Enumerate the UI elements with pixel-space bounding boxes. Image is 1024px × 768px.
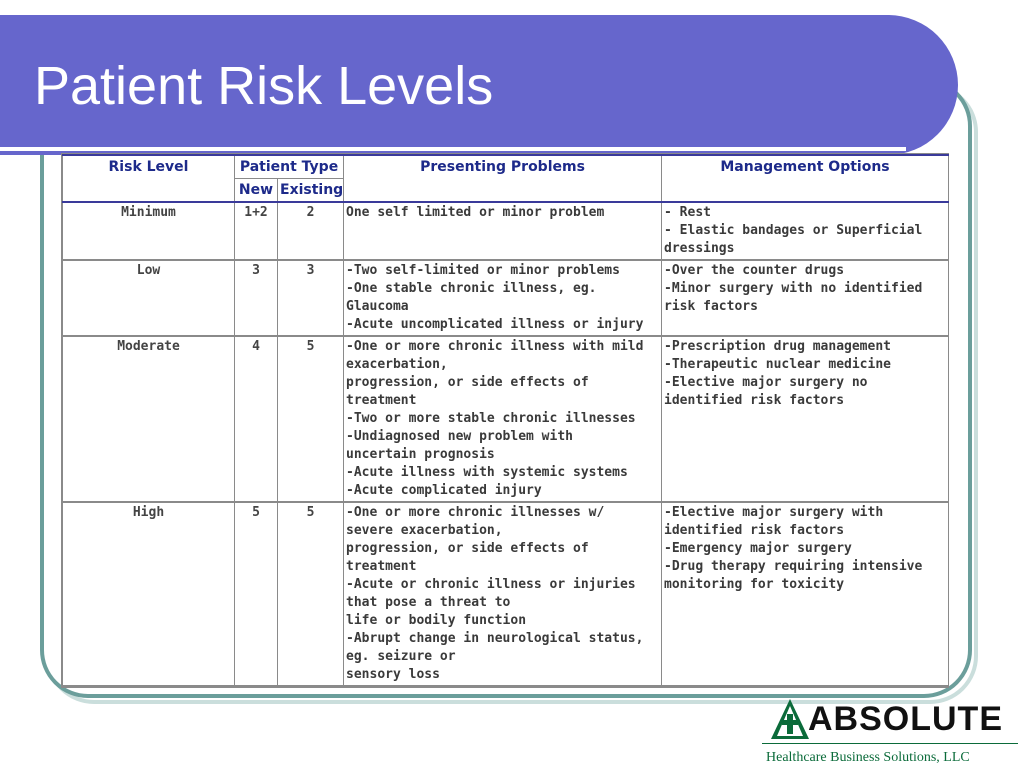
management-line: identified risk factors [664,393,845,408]
problem-line: progression, or side effects of [346,541,589,556]
problem-line: -One stable chronic illness, eg. [346,281,597,296]
problem-line: -Two or more stable chronic illnesses [346,411,636,426]
management-line: -Over the counter drugs [664,263,845,278]
management-line: monitoring for toxicity [664,577,845,592]
problem-line: -One or more chronic illnesses w/ [346,505,605,520]
problem-line: -Acute illness with systemic systems [346,465,628,480]
problem-line: treatment [346,393,417,408]
management-line: -Emergency major surgery [664,541,852,556]
management-line: - Rest [664,205,711,220]
problem-line: -Acute or chronic illness or injuries [346,577,636,592]
logo-tagline: Healthcare Business Solutions, LLC [766,750,970,765]
problem-line: severe exacerbation, [346,523,503,538]
management-line: - Elastic bandages or Superficial [664,223,923,238]
management-line: identified risk factors [664,523,845,538]
presenting-problems-cell [344,336,662,502]
header-risk-level: Risk Level [63,155,235,202]
header-presenting-problems: Presenting Problems [344,155,662,202]
problem-line: Glaucoma [346,299,409,314]
new-patient-cell: 4 [235,336,278,502]
risk-table-body [63,202,949,686]
risk-level-cell: Low [63,260,235,336]
title-underline [0,147,906,151]
problem-line: -Acute complicated injury [346,483,542,498]
existing-patient-cell: 2 [278,202,344,260]
management-line: -Minor surgery with no identified [664,281,923,296]
management-options-cell [662,202,949,260]
management-line: risk factors [664,299,758,314]
company-logo [762,696,1022,766]
problem-line: One self limited or minor problem [346,205,605,220]
existing-patient-cell: 3 [278,260,344,336]
management-options-cell [662,336,949,502]
management-options-cell [662,260,949,336]
problem-line: -Two self-limited or minor problems [346,263,620,278]
risk-table-container [61,153,949,688]
management-line: -Elective major surgery no [664,375,868,390]
existing-patient-cell: 5 [278,336,344,502]
risk-level-cell: High [63,502,235,686]
presenting-problems-cell [344,260,662,336]
title-banner [0,15,958,155]
header-new: New [235,179,278,203]
problem-line: -Acute uncomplicated illness or injury [346,317,644,332]
problem-line: uncertain prognosis [346,447,495,462]
table-row [63,502,949,686]
risk-table [62,154,949,687]
problem-line: -One or more chronic illness with mild [346,339,644,354]
header-management-options: Management Options [662,155,949,202]
problem-line: -Abrupt change in neurological status, [346,631,644,646]
management-line: -Elective major surgery with [664,505,884,520]
new-patient-cell: 3 [235,260,278,336]
header-existing: Existing [278,179,344,203]
presenting-problems-cell [344,202,662,260]
problem-line: life or bodily function [346,613,527,628]
problem-line: -Undiagnosed new problem with [346,429,573,444]
management-line: -Therapeutic nuclear medicine [664,357,891,372]
header-patient-type: Patient Type [235,155,344,179]
problem-line: progression, or side effects of [346,375,589,390]
new-patient-cell: 1+2 [235,202,278,260]
risk-level-cell: Moderate [63,336,235,502]
table-row [63,260,949,336]
new-patient-cell: 5 [235,502,278,686]
problem-line: sensory loss [346,667,440,682]
risk-level-cell: Minimum [63,202,235,260]
existing-patient-cell: 5 [278,502,344,686]
problem-line: that pose a threat to [346,595,511,610]
problem-line: exacerbation, [346,357,448,372]
logo-divider [762,743,1018,744]
management-line: -Drug therapy requiring intensive [664,559,923,574]
table-row [63,202,949,260]
logo-wordmark: ABSOLUTE [808,700,1003,738]
problem-line: treatment [346,559,417,574]
slide-title: Patient Risk Levels [34,56,494,116]
table-row [63,336,949,502]
management-options-cell [662,502,949,686]
logo-triangle-icon [770,698,810,740]
problem-line: eg. seizure or [346,649,456,664]
management-line: dressings [664,241,735,256]
presenting-problems-cell [344,502,662,686]
management-line: -Prescription drug management [664,339,891,354]
